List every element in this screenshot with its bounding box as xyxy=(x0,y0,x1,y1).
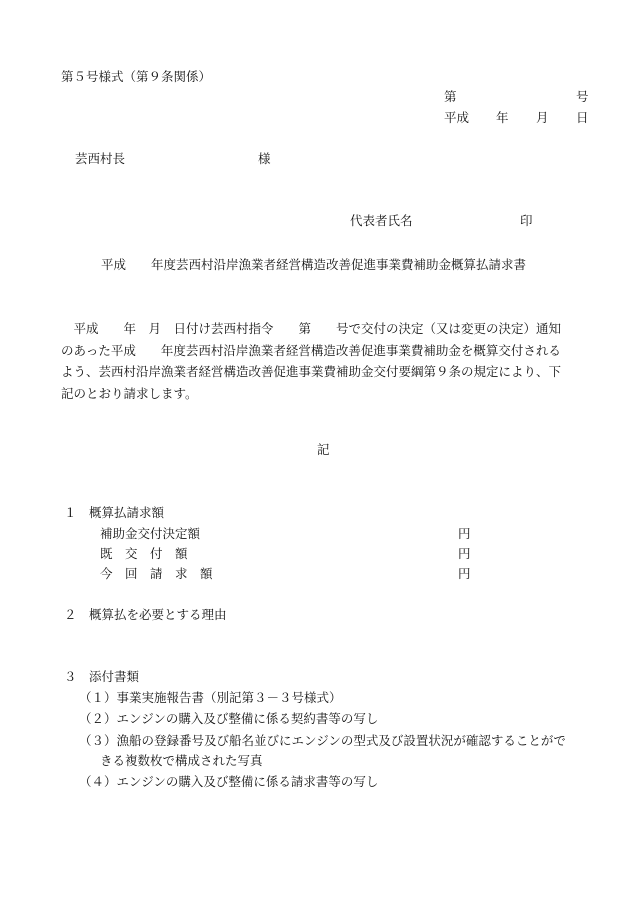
addressee-name: 芸西村長 xyxy=(75,151,126,166)
seal-mark: 印 xyxy=(520,213,533,228)
form-label: 第５号様式（第９条関係） xyxy=(61,69,212,84)
request-row-label: 補助金交付決定額 xyxy=(100,526,201,541)
body-line: 記のとおり請求します。 xyxy=(61,385,198,401)
yen-unit: 円 xyxy=(458,526,471,541)
body-line: 平成 年 月 日付け芸西村指令 第 号で交付の決定（又は変更の決定）通知 xyxy=(61,321,562,336)
section1-heading: １ 概算払請求額 xyxy=(64,505,165,520)
attachment-item: （２）エンジンの購入及び整備に係る契約書等の写し xyxy=(79,711,379,726)
section3-heading: ３ 添付書類 xyxy=(64,669,140,684)
request-row-label: 今 回 請 求 額 xyxy=(100,566,213,581)
representative-label: 代表者氏名 xyxy=(350,213,413,228)
date-year: 年 xyxy=(496,110,509,125)
yen-unit: 円 xyxy=(458,546,471,561)
body-paragraph xyxy=(61,318,593,404)
attachment-item-continued: きる複数枚で構成された写真 xyxy=(100,753,263,768)
number-prefix: 第 xyxy=(444,89,457,104)
number-suffix: 号 xyxy=(576,89,589,104)
document-title: 平成 年度芸西村沿岸漁業者経営構造改善促進事業費補助金概算払請求書 xyxy=(101,257,527,272)
attachment-item: （４）エンジンの購入及び整備に係る請求書等の写し xyxy=(79,774,379,789)
date-day: 日 xyxy=(576,110,589,125)
date-era: 平成 xyxy=(444,110,470,125)
ki-heading: 記 xyxy=(317,442,330,457)
yen-unit: 円 xyxy=(458,566,471,581)
addressee-honorific: 様 xyxy=(258,151,271,166)
attachment-item: （３）漁船の登録番号及び船名並びにエンジンの型式及び設置状況が確認することがで xyxy=(79,733,566,748)
date-month: 月 xyxy=(536,110,549,125)
section2-heading: ２ 概算払を必要とする理由 xyxy=(64,607,227,622)
body-line: よう、芸西村沿岸漁業者経営構造改善促進事業費補助金交付要綱第９条の規定により、下 xyxy=(61,364,562,379)
body-line: のあった平成 年度芸西村沿岸漁業者経営構造改善促進事業費補助金を概算交付される xyxy=(61,342,561,358)
attachment-item: （１）事業実施報告書（別記第３－３号様式） xyxy=(79,690,342,705)
request-row-label: 既 交 付 額 xyxy=(100,546,188,561)
